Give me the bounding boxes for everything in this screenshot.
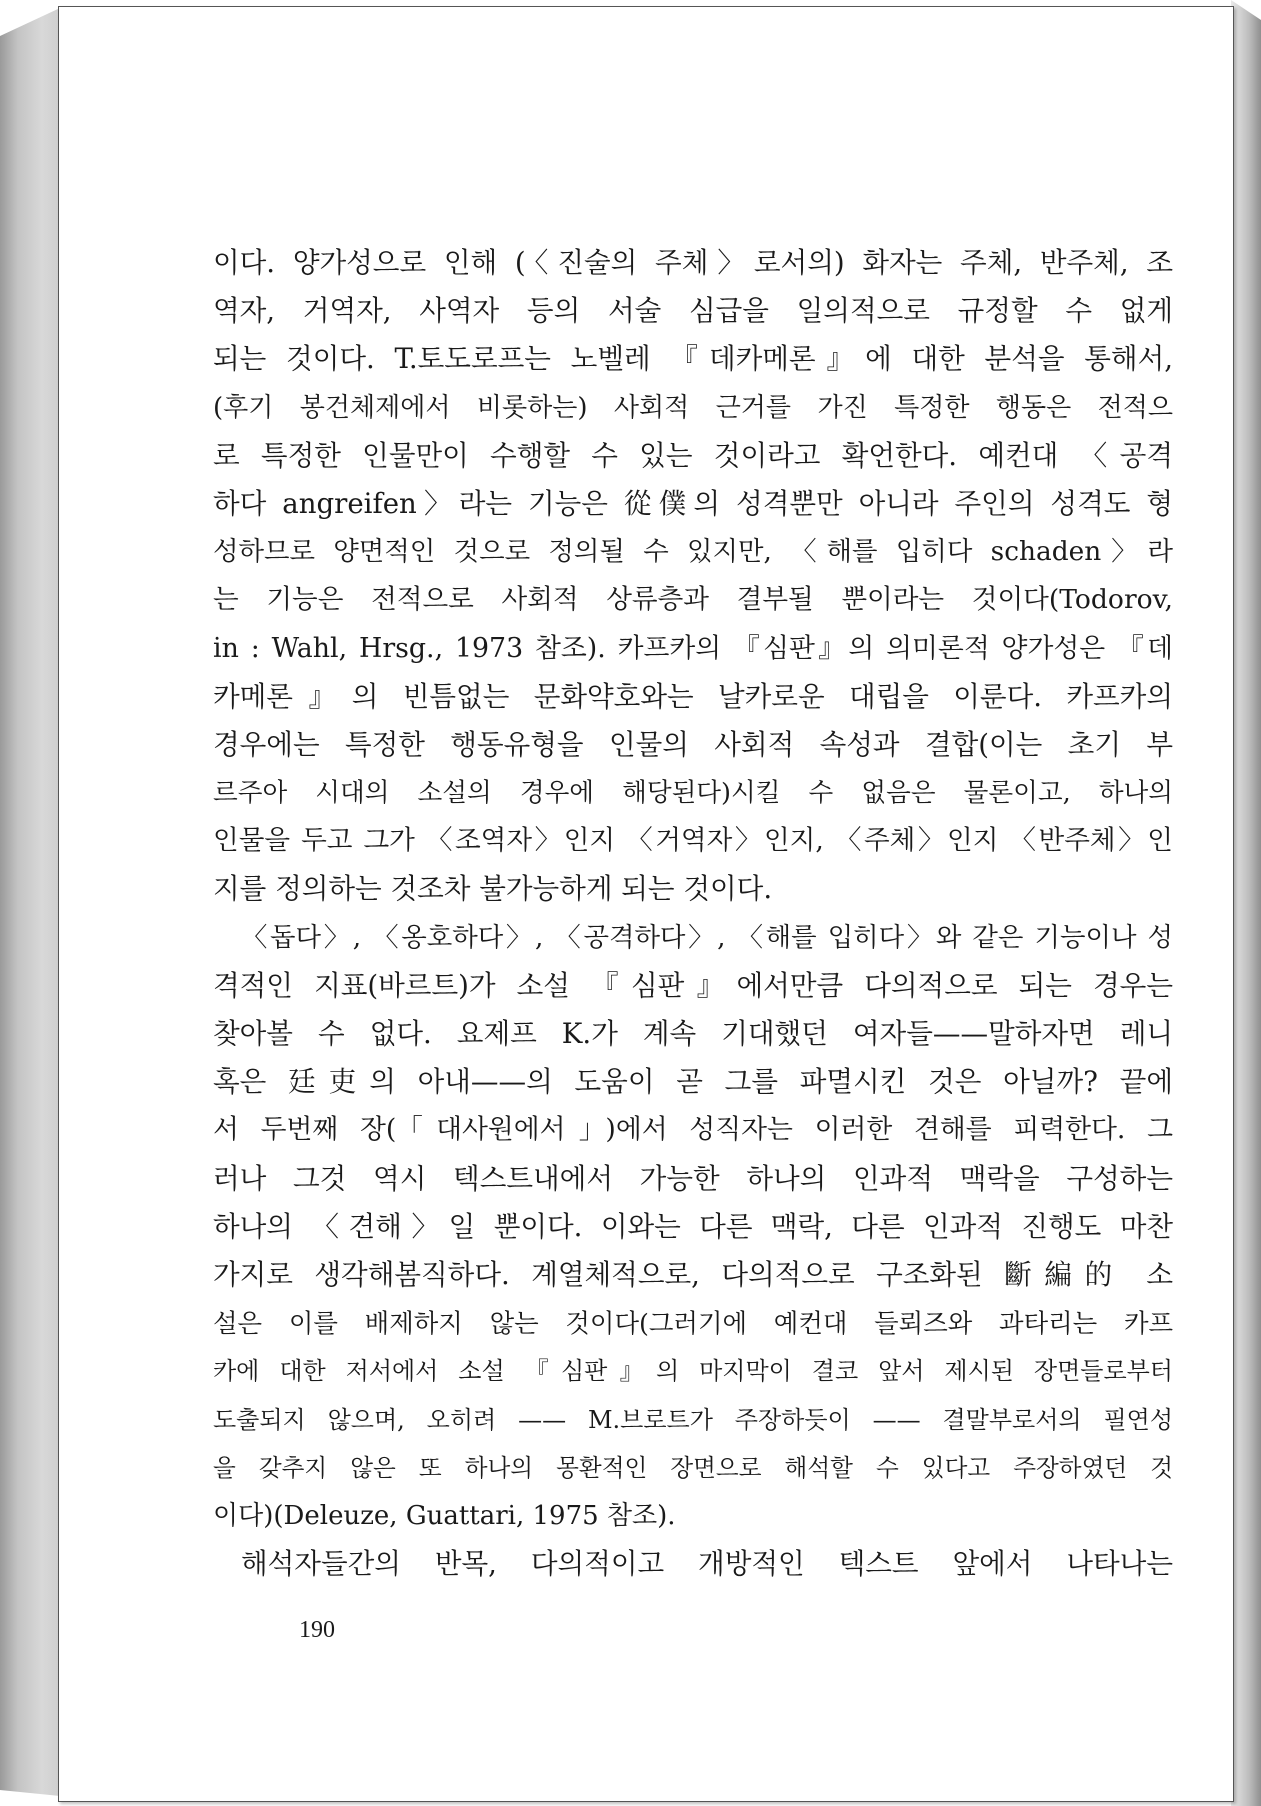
text-line: 로 특정한 인물만이 수행할 수 있는 것이라고 확언한다. 예컨대 〈공격 bbox=[213, 438, 1173, 472]
page-stack-left-edge bbox=[0, 8, 60, 1796]
text-line: 찾아볼 수 없다. 요제프 K.가 계속 기대했던 여자들——말하자면 레니 bbox=[213, 1017, 1173, 1050]
book-page bbox=[58, 6, 1234, 1802]
text-line: 이다)(Deleuze, Guattari, 1975 참조). bbox=[213, 1500, 676, 1531]
text-line: 이다. 양가성으로 인해 (〈진술의 주체〉로서의) 화자는 주체, 반주체, 조 bbox=[213, 246, 1173, 279]
text-line: 〈돕다〉, 〈옹호하다〉, 〈공격하다〉, 〈해를 입히다〉와 같은 기능이나 성 bbox=[241, 921, 1173, 953]
text-line: 는 기능은 전적으로 사회적 상류층과 결부될 뿐이라는 것이다(Todorov, bbox=[213, 584, 1173, 616]
text-line: 가지로 생각해봄직하다. 계열체적으로, 다의적으로 구조화된 斷編的 소 bbox=[213, 1257, 1173, 1291]
text-line: 혹은 廷吏의 아내——의 도움이 곧 그를 파멸시킨 것은 아닐까? 끝에 bbox=[213, 1065, 1173, 1099]
text-line: 지를 정의하는 것조차 불가능하게 되는 것이다. bbox=[213, 872, 773, 906]
text-line: 인물을 두고 그가 〈조역자〉인지 〈거역자〉인지, 〈주체〉인지 〈반주체〉인 bbox=[213, 825, 1173, 857]
text-line: 카메론』의 빈틈없는 문화약호와는 날카로운 대립을 이룬다. 카프카의 bbox=[213, 679, 1173, 713]
text-line: 경우에는 특정한 행동유형을 인물의 사회적 속성과 결합(이는 초기 부 bbox=[213, 727, 1173, 761]
text-line: in : Wahl, Hrsg., 1973 참조). 카프카의 『심판』의 의미론적 양가성은 『데 bbox=[213, 632, 1173, 664]
text-line: 도출되지 않으며, 오히려 —— M.브로트가 주장하듯이 —— 결말부로서의 필연성 bbox=[213, 1405, 1173, 1434]
text-line: 되는 것이다. T.토도로프는 노벨레 『데카메론』에 대한 분석을 통해서, bbox=[213, 342, 1173, 376]
text-line: 르주아 시대의 소설의 경우에 해당된다)시킬 수 없음은 물론이고, 하나의 bbox=[213, 778, 1173, 809]
text-line: 성하므로 양면적인 것으로 정의될 수 있지만, 〈해를 입히다 schaden〉라 bbox=[213, 536, 1173, 568]
text-line: 서 두번째 장(「대사원에서」)에서 성직자는 이러한 견해를 피력한다. 그 bbox=[213, 1114, 1173, 1146]
text-line: 러나 그것 역시 텍스트내에서 가능한 하나의 인과적 맥락을 구성하는 bbox=[213, 1161, 1173, 1195]
page-stack-right-edge bbox=[1231, 0, 1261, 1806]
text-line: 카에 대한 저서에서 소설 『심판』의 마지막이 결코 앞서 제시된 장면들로부터 bbox=[213, 1357, 1173, 1386]
text-line: 설은 이를 배제하지 않는 것이다(그러기에 예컨대 들뢰즈와 과타리는 카프 bbox=[213, 1308, 1173, 1339]
text-line: 을 갖추지 않은 또 하나의 몽환적인 장면으로 해석할 수 있다고 주장하였던 것 bbox=[213, 1453, 1173, 1482]
body-text bbox=[213, 239, 1173, 1588]
text-line: 하나의 〈견해〉일 뿐이다. 이와는 다른 맥락, 다른 인과적 진행도 마찬 bbox=[213, 1209, 1173, 1243]
text-line: (후기 봉건체제에서 비롯하는) 사회적 근거를 가진 특정한 행동은 전적으 bbox=[213, 392, 1173, 423]
text-line: 격적인 지표(바르트)가 소설 『심판』에서만큼 다의적으로 되는 경우는 bbox=[213, 968, 1173, 1002]
page-number: 190 bbox=[299, 1617, 335, 1643]
text-line: 역자, 거역자, 사역자 등의 서술 심급을 일의적으로 규정할 수 없게 bbox=[213, 294, 1173, 328]
text-line: 하다 angreifen〉라는 기능은 從僕의 성격뿐만 아니라 주인의 성격도 형 bbox=[213, 486, 1173, 520]
text-line: 해석자들간의 반목, 다의적이고 개방적인 텍스트 앞에서 나타나는 bbox=[241, 1547, 1173, 1581]
